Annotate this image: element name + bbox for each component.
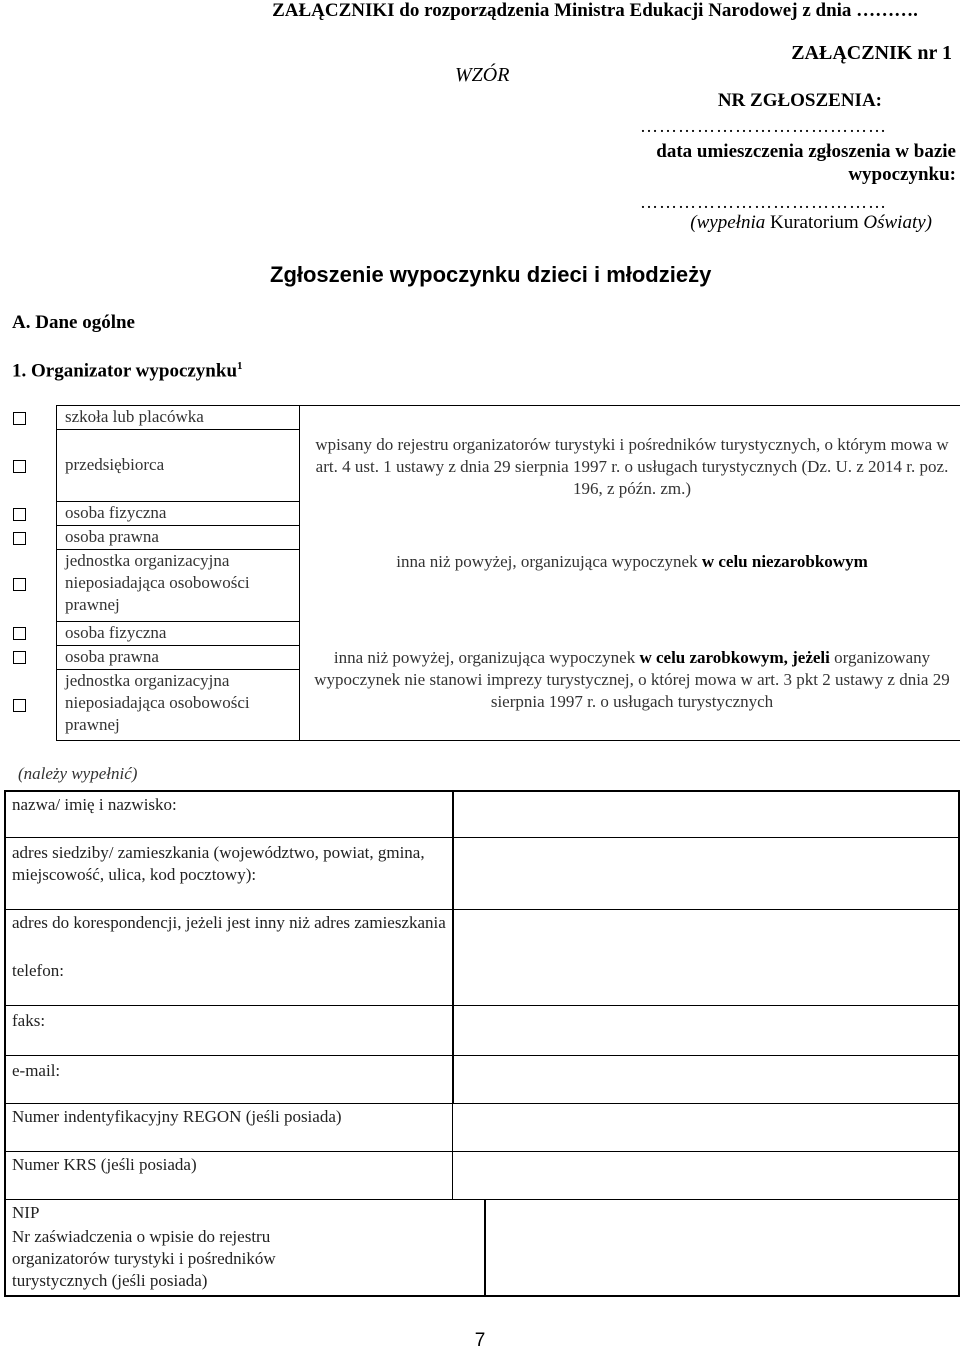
option-row	[57, 502, 299, 526]
fax-label: faks:	[12, 1011, 46, 1030]
address-field[interactable]	[452, 838, 958, 909]
kuratorium-note	[690, 212, 932, 234]
database-date-label: data umieszczenia zgłoszenia w bazie wypoczynku:	[656, 141, 956, 185]
checkbox-entrepreneur[interactable]	[13, 460, 26, 473]
annex-number: ZAŁĄCZNIK nr 1	[791, 42, 952, 64]
fax-field[interactable]	[452, 1006, 958, 1055]
email-label: e-mail:	[12, 1061, 61, 1080]
detail-row-krs	[6, 1152, 958, 1200]
kuratorium-note-a: (wypełnia	[690, 212, 766, 233]
option-row	[57, 622, 299, 646]
checkbox-registered-org-unit[interactable]	[13, 578, 26, 591]
option-label: osoba fizyczna	[65, 623, 167, 642]
database-date-field[interactable]: …………………………………	[640, 192, 887, 212]
regon-label: Numer indentyfikacyjny REGON (jeśli posiada)	[12, 1107, 342, 1126]
page-number: 7	[474, 1330, 486, 1351]
kuratorium-note-b: Kuratorium	[765, 212, 864, 233]
option-row	[57, 526, 299, 550]
option-label: jednostka organizacyjna nieposiadająca osobowości prawnej	[65, 671, 250, 734]
organizer-details-table	[4, 790, 960, 1297]
option-label: szkoła lub placówka	[65, 407, 204, 426]
profit-description-a: inna niż powyżej, organizująca wypoczynek	[333, 648, 640, 667]
detail-row-fax	[6, 1006, 958, 1056]
krs-field[interactable]	[452, 1152, 958, 1199]
option-label: osoba fizyczna	[65, 503, 167, 522]
registry-cert-label: Nr zaświadczenia o wpisie do rejestru organizatorów turystyki i pośredników turystycznych (jeśli posiada)	[12, 1227, 276, 1290]
krs-label: Numer KRS (jeśli posiada)	[12, 1155, 197, 1174]
nonprofit-description	[307, 551, 957, 573]
form-title: Zgłoszenie wypoczynku dzieci i młodzieży	[270, 262, 712, 287]
email-field[interactable]	[452, 1056, 958, 1103]
profit-description-c: organizowany wypoczynek nie stanowi imprezy turystycznej, o której mowa w art. 3 pkt 2 ustawy z dnia 29 sierpnia 1997 r. o usługach turystycznych	[314, 648, 950, 711]
profit-description-b: w celu zarobkowym, jeżeli	[639, 648, 830, 667]
nip-label: NIP	[12, 1203, 40, 1222]
correspondence-label: adres do korespondencji, jeżeli jest inny niż adres zamieszkania	[12, 913, 446, 932]
option-row	[57, 646, 299, 670]
option-label: przedsiębiorca	[65, 455, 165, 474]
name-label: nazwa/ imię i nazwisko:	[12, 795, 177, 814]
checkbox-profit-legal-person[interactable]	[13, 651, 26, 664]
checkbox-school[interactable]	[13, 412, 26, 425]
section-a-heading: A. Dane ogólne	[12, 312, 135, 333]
submission-number-field[interactable]: …………………………………	[640, 116, 887, 136]
template-label: WZÓR	[455, 64, 510, 86]
detail-row-name	[6, 792, 958, 838]
checkbox-registered-natural-person[interactable]	[13, 508, 26, 521]
detail-row-regon	[6, 1104, 958, 1152]
detail-row-email	[6, 1056, 958, 1104]
detail-row-address	[6, 838, 958, 910]
regon-field[interactable]	[452, 1104, 958, 1151]
organizer-heading	[12, 360, 243, 382]
nonprofit-description-b: w celu niezarobkowym	[701, 552, 868, 571]
fill-note: (należy wypełnić)	[18, 764, 138, 783]
option-row	[57, 550, 299, 622]
organizer-options-column	[57, 406, 300, 740]
option-row	[57, 406, 299, 430]
profit-description	[307, 647, 957, 713]
organizer-type-table	[56, 405, 960, 741]
kuratorium-note-c: Oświaty)	[863, 212, 932, 233]
option-label: osoba prawna	[65, 527, 159, 546]
nonprofit-description-a: inna niż powyżej, organizująca wypoczynek	[396, 552, 702, 571]
option-label: osoba prawna	[65, 647, 159, 666]
name-field[interactable]	[452, 792, 958, 837]
document-header-title: ZAŁĄCZNIKI do rozporządzenia Ministra Edukacji Narodowej z dnia ……….	[272, 0, 918, 21]
footnote-mark: 1	[237, 360, 243, 372]
detail-row-nip	[6, 1200, 958, 1295]
phone-label: telefon:	[12, 961, 64, 980]
correspondence-field[interactable]	[452, 910, 958, 1005]
checkbox-profit-org-unit[interactable]	[13, 699, 26, 712]
checkbox-registered-legal-person[interactable]	[13, 532, 26, 545]
checkbox-profit-natural-person[interactable]	[13, 627, 26, 640]
address-label: adres siedziby/ zamieszkania (województwo, powiat, gmina, miejscowość, ulica, kod pocztowy):	[12, 843, 425, 884]
detail-row-correspondence	[6, 910, 958, 1006]
registered-description: wpisany do rejestru organizatorów turystyki i pośredników turystycznych, o którym mowa w art. 4 ust. 1 ustawy z dnia 29 sierpnia 1997 r. o usługach turystycznych (Dz. U. z 2014 r. poz. 196, z późn. zm.)	[315, 435, 949, 498]
submission-number-label: NR ZGŁOSZENIA:	[717, 90, 882, 111]
option-row	[57, 430, 299, 502]
nip-field[interactable]	[484, 1200, 958, 1295]
option-row	[57, 670, 299, 742]
option-label: jednostka organizacyjna nieposiadająca osobowości prawnej	[65, 551, 250, 614]
organizer-heading-text: 1. Organizator wypoczynku	[12, 360, 238, 382]
